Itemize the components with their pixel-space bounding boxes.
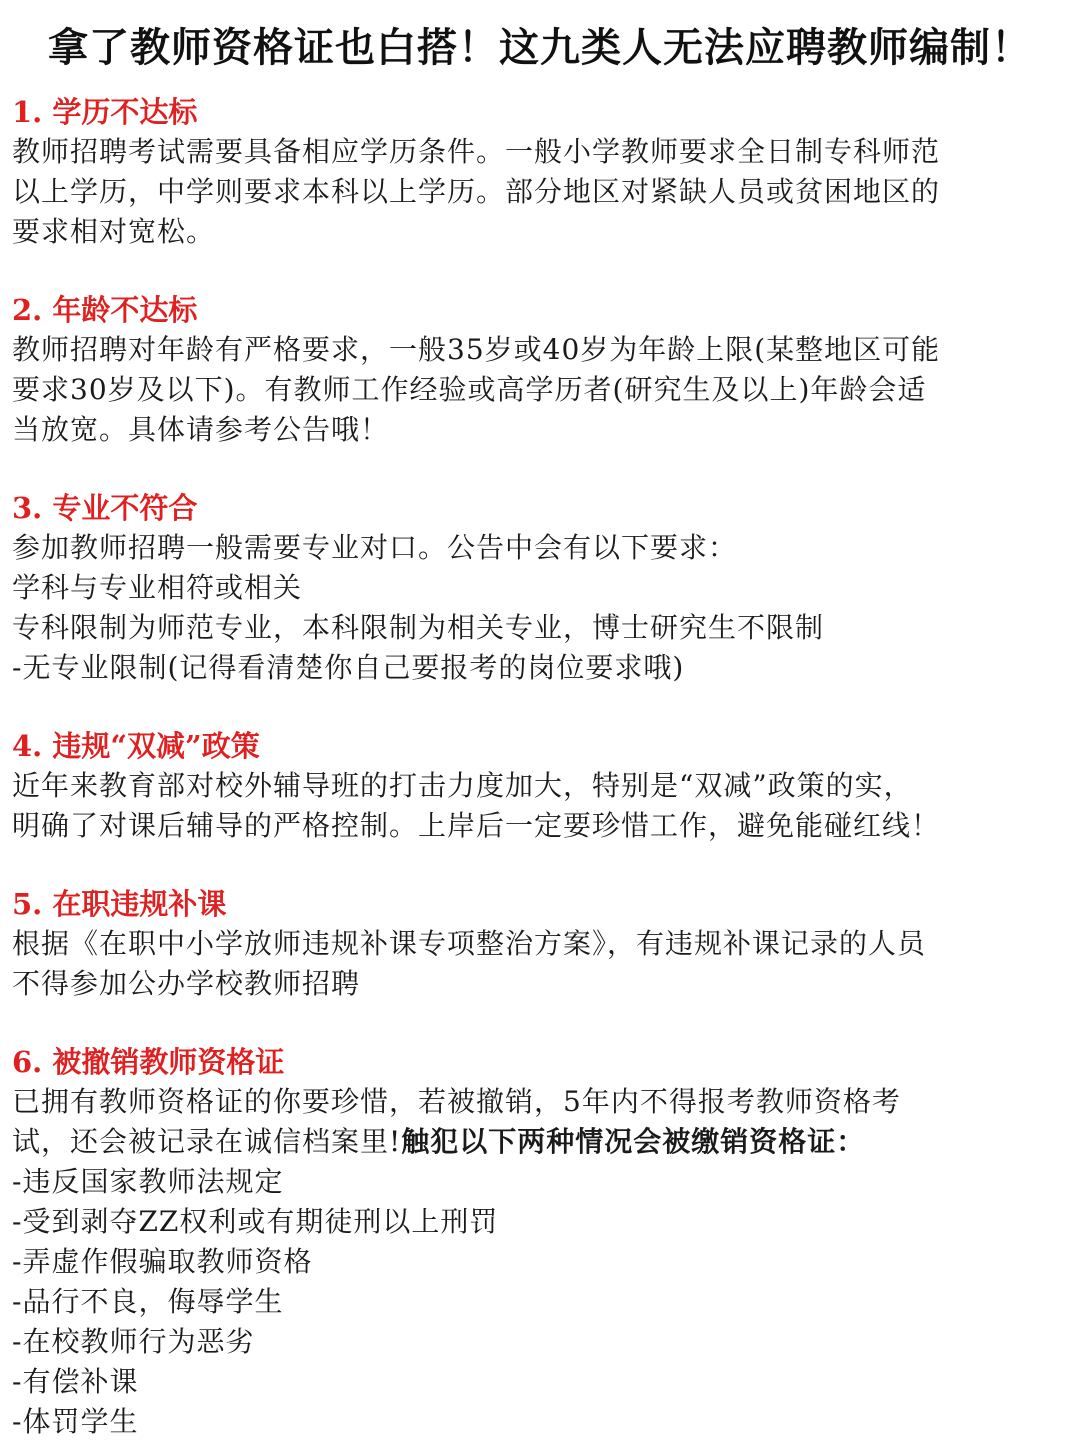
body-line: 参加教师招聘一般需要专业对口。公告中会有以下要求： [12,531,738,564]
page-title: 拿了教师资格证也白搭！这九类人无法应聘教师编制！ [48,25,1032,71]
section-certificate-revoked [12,1042,1068,1442]
emphasis-text: 触犯以下两种情况会被缴销资格证： [401,1125,866,1158]
body-line: 学科与专业相符或相关 [12,571,303,604]
section-heading: 1. 学历不达标 [12,95,198,129]
section-heading: 5. 在职违规补课 [12,887,227,921]
section-heading: 3. 专业不符合 [12,491,198,525]
list-item: -受到剥夺ZZ权利或有期徒刑以上刑罚 [12,1205,499,1238]
body-line: 要求相对宽松。 [12,215,216,248]
section-illegal-tutoring [12,884,1068,1004]
section-heading: 6. 被撤销教师资格证 [12,1045,285,1079]
body-text: 试，还会被记录在诚信档案里! [12,1125,402,1158]
list-item: -有偿补课 [12,1365,139,1398]
body-line: 教师招聘对年龄有严格要求，一般35岁或40岁为年龄上限(某整地区可能 [12,333,941,366]
body-line: 专科限制为师范专业，本科限制为相关专业，博士研究生不限制 [12,611,825,644]
body-line: 根据《在职中小学放师违规补课专项整治方案》，有违规补课记录的人员 [12,927,927,960]
list-item: -弄虚作假骗取教师资格 [12,1245,313,1278]
section-heading: 4. 违规“双减”政策 [12,729,260,763]
body-line: 明确了对课后辅导的严格控制。上岸后一定要珍惜工作，避免能碰红线！ [12,809,941,842]
list-item: -违反国家教师法规定 [12,1165,284,1198]
body-line: 不得参加公办学校教师招聘 [12,967,361,1000]
section-major [12,488,1068,688]
list-item: -品行不良，侮辱学生 [12,1285,284,1318]
body-line: -无专业限制(记得看清楚你自己要报考的岗位要求哦) [12,651,685,684]
list-item: -在校教师行为恶劣 [12,1325,255,1358]
body-line: 教师招聘考试需要具备相应学历条件。一般小学教师要求全日制专科师范 [12,135,941,168]
section-double-reduction [12,726,1068,846]
section-age [12,290,1068,450]
body-line: 已拥有教师资格证的你要珍惜，若被撤销，5年内不得报考教师资格考 [12,1085,901,1118]
list-item: -体罚学生 [12,1405,139,1438]
body-line: 当放宽。具体请参考公告哦！ [12,413,390,446]
section-education [12,92,1068,252]
body-line: 以上学历，中学则要求本科以上学历。部分地区对紧缺人员或贫困地区的 [12,175,941,208]
body-line: 要求30岁及以下)。有教师工作经验或高学历者(研究生及以上)年龄会适 [12,373,927,406]
body-line: 近年来教育部对校外辅导班的打击力度加大，特别是“双减”政策的实， [12,769,913,802]
body-line [12,1122,1068,1162]
section-heading: 2. 年龄不达标 [12,293,198,327]
